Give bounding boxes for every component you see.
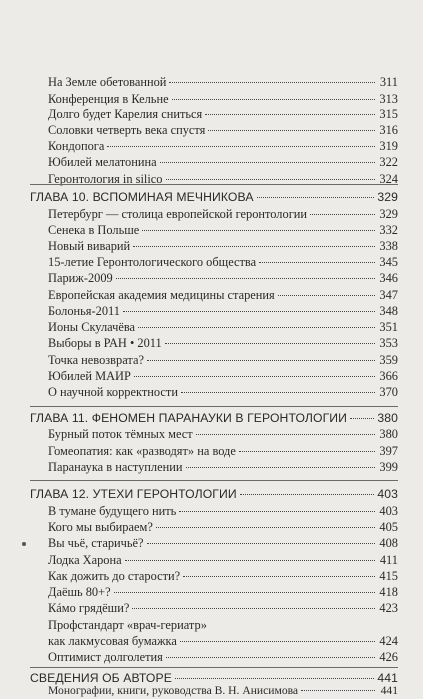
- chapter-title: ГЛАВА 11. ФЕНОМЕН ПАРАНАУКИ В ГЕРОНТОЛОГИИ: [30, 411, 347, 425]
- toc-entry: [48, 74, 398, 91]
- toc-entry-page: 346: [379, 271, 398, 285]
- toc-entry: [48, 384, 398, 401]
- toc-entry: [48, 154, 398, 171]
- toc-entry-page: 324: [379, 172, 398, 186]
- chapter-title: СВЕДЕНИЯ ОБ АВТОРЕ: [30, 671, 172, 685]
- toc-entry: [48, 519, 398, 536]
- toc-entry-title: Кого мы выбираем?: [48, 520, 153, 534]
- toc-entry-title: 15-летие Геронтологического общества: [48, 255, 257, 269]
- toc-entry-page: 322: [379, 155, 398, 169]
- toc-entry: [48, 600, 398, 617]
- toc-entry-title: Долго будет Карелия сниться: [48, 107, 203, 121]
- toc-entry-title: Паранаука в наступлении: [48, 460, 183, 474]
- toc-entry-page: 316: [379, 123, 398, 137]
- toc-entry-title: Монографии, книги, руководства В. Н. Анисимова: [48, 684, 299, 697]
- toc-entry-title: Кондопога: [48, 139, 105, 153]
- toc-entry: [48, 617, 398, 634]
- chapter-heading: [30, 486, 398, 503]
- toc-entry-title: Ионы Скулачёва: [48, 320, 136, 334]
- toc-entry: [48, 270, 398, 287]
- toc-entry-page: 408: [379, 536, 398, 550]
- toc-entry-page: 353: [379, 336, 398, 350]
- toc-entry: [48, 426, 398, 443]
- toc-entry-page: 332: [379, 223, 398, 237]
- toc-entry-page: 403: [379, 504, 398, 518]
- divider: [30, 406, 398, 407]
- toc-entry-page: 426: [379, 650, 398, 664]
- toc-entry-page: 359: [379, 353, 398, 367]
- toc-entry-page: 423: [379, 601, 398, 615]
- toc-entry-page: 380: [379, 427, 398, 441]
- toc-entry-page: 313: [379, 92, 398, 106]
- bullet-mark: [22, 542, 26, 546]
- toc-entry-title: Оптимист долголетия: [48, 650, 163, 664]
- toc-entry: [48, 171, 398, 188]
- toc-entry-page: 347: [379, 288, 398, 302]
- chapter-title: ГЛАВА 12. УТЕХИ ГЕРОНТОЛОГИИ: [30, 487, 237, 501]
- toc-entry: [48, 649, 398, 666]
- toc-entry: [48, 633, 398, 650]
- divider: [30, 667, 398, 668]
- toc-entry-title: Кáмо грядёши?: [48, 601, 130, 615]
- toc-entry-title: Бурный поток тёмных мест: [48, 427, 193, 441]
- toc-entry: [48, 584, 398, 601]
- toc-entry-title: Париж-2009: [48, 271, 113, 285]
- divider: [30, 184, 398, 185]
- toc-entry: [48, 222, 398, 239]
- toc-entry-title: Даёшь 80+?: [48, 585, 111, 599]
- toc-entry: [48, 568, 398, 585]
- toc-entry-title: Профстандарт «врач-гериатр»: [48, 618, 207, 632]
- toc-entry: [48, 303, 398, 320]
- toc-entry-title: Точка невозврата?: [48, 353, 144, 367]
- toc-entry-title: О научной корректности: [48, 385, 178, 399]
- toc-entry-title: Юбилей МАИР: [48, 369, 131, 383]
- divider: [30, 480, 398, 481]
- toc-entry-title: Петербург — столица европейской геронтологии: [48, 207, 308, 221]
- toc-entry: [48, 443, 398, 460]
- toc-entry-title: Лодка Харона: [48, 553, 122, 567]
- toc-entry: [48, 368, 398, 385]
- toc-entry-title: В тумане будущего нить: [48, 504, 177, 518]
- toc-entry-title: Конференция в Кельне: [48, 92, 169, 106]
- toc-entry-title: Вы чьё, старичьё?: [48, 536, 144, 550]
- toc-entry-page: [378, 686, 398, 687]
- toc-entry-title: Европейская академия медицины старения: [48, 288, 275, 302]
- toc-entry-title: На Земле обетованной: [48, 75, 167, 89]
- toc-entry: [48, 254, 398, 271]
- toc-entry-page: 311: [379, 75, 398, 89]
- toc-entry-title: Сенека в Польше: [48, 223, 140, 237]
- chapter-heading: [30, 189, 398, 206]
- chapter-page: 380: [377, 411, 398, 425]
- toc-entry-page: 329: [379, 207, 398, 221]
- toc-entry: [48, 335, 398, 352]
- toc-entry-page: 338: [379, 239, 398, 253]
- chapter-heading: [30, 410, 398, 427]
- toc-entry: [48, 459, 398, 476]
- toc-entry-page: 424: [379, 634, 398, 648]
- toc-entry-title: Болонья-2011: [48, 304, 120, 318]
- toc-entry-page: 441: [380, 684, 398, 697]
- toc-entry-title: [48, 686, 63, 687]
- toc-entry: [48, 206, 398, 223]
- toc-entry-title: Как дожить до старости?: [48, 569, 181, 583]
- toc-entry-page: 319: [379, 139, 398, 153]
- toc-entry-page: 418: [379, 585, 398, 599]
- toc-entry: [48, 535, 398, 552]
- toc-entry-title: Новый виварий: [48, 239, 131, 253]
- toc-entry-page: 345: [379, 255, 398, 269]
- toc-entry: [48, 503, 398, 520]
- toc-entry: [48, 238, 398, 255]
- toc-entry: [48, 287, 398, 304]
- toc-entry-page: 405: [379, 520, 398, 534]
- toc-entry-title: Гомеопатия: как «разводят» на воде: [48, 444, 236, 458]
- toc-entry-title: Геронтология in silico: [48, 172, 163, 186]
- toc-entry: [48, 352, 398, 369]
- toc-entry: [48, 106, 398, 123]
- toc-entry-page: 370: [379, 385, 398, 399]
- chapter-page: 441: [377, 671, 398, 685]
- toc-entry: [48, 684, 398, 698]
- toc-entry-title: как лакмусовая бумажка: [48, 634, 177, 648]
- toc-entry-title: Выборы в РАН • 2011: [48, 336, 162, 350]
- toc-entry: [48, 122, 398, 139]
- toc-entry-page: 415: [379, 569, 398, 583]
- toc-entry-page: 411: [379, 553, 398, 567]
- chapter-page: 403: [377, 487, 398, 501]
- toc-entry: [48, 552, 398, 569]
- toc-entry-page: 351: [379, 320, 398, 334]
- toc-entry-title: Соловки четверть века спустя: [48, 123, 206, 137]
- toc-entry: [48, 138, 398, 155]
- toc-entry-title: Юбилей мелатонина: [48, 155, 157, 169]
- chapter-page: 329: [377, 190, 398, 204]
- toc-entry-page: 348: [379, 304, 398, 318]
- toc-entry-page: 397: [379, 444, 398, 458]
- toc-entry-page: 399: [379, 460, 398, 474]
- chapter-title: ГЛАВА 10. ВСПОМИНАЯ МЕЧНИКОВА: [30, 190, 254, 204]
- toc-entry-page: 315: [379, 107, 398, 121]
- toc-entry: [48, 319, 398, 336]
- toc-entry-page: 366: [379, 369, 398, 383]
